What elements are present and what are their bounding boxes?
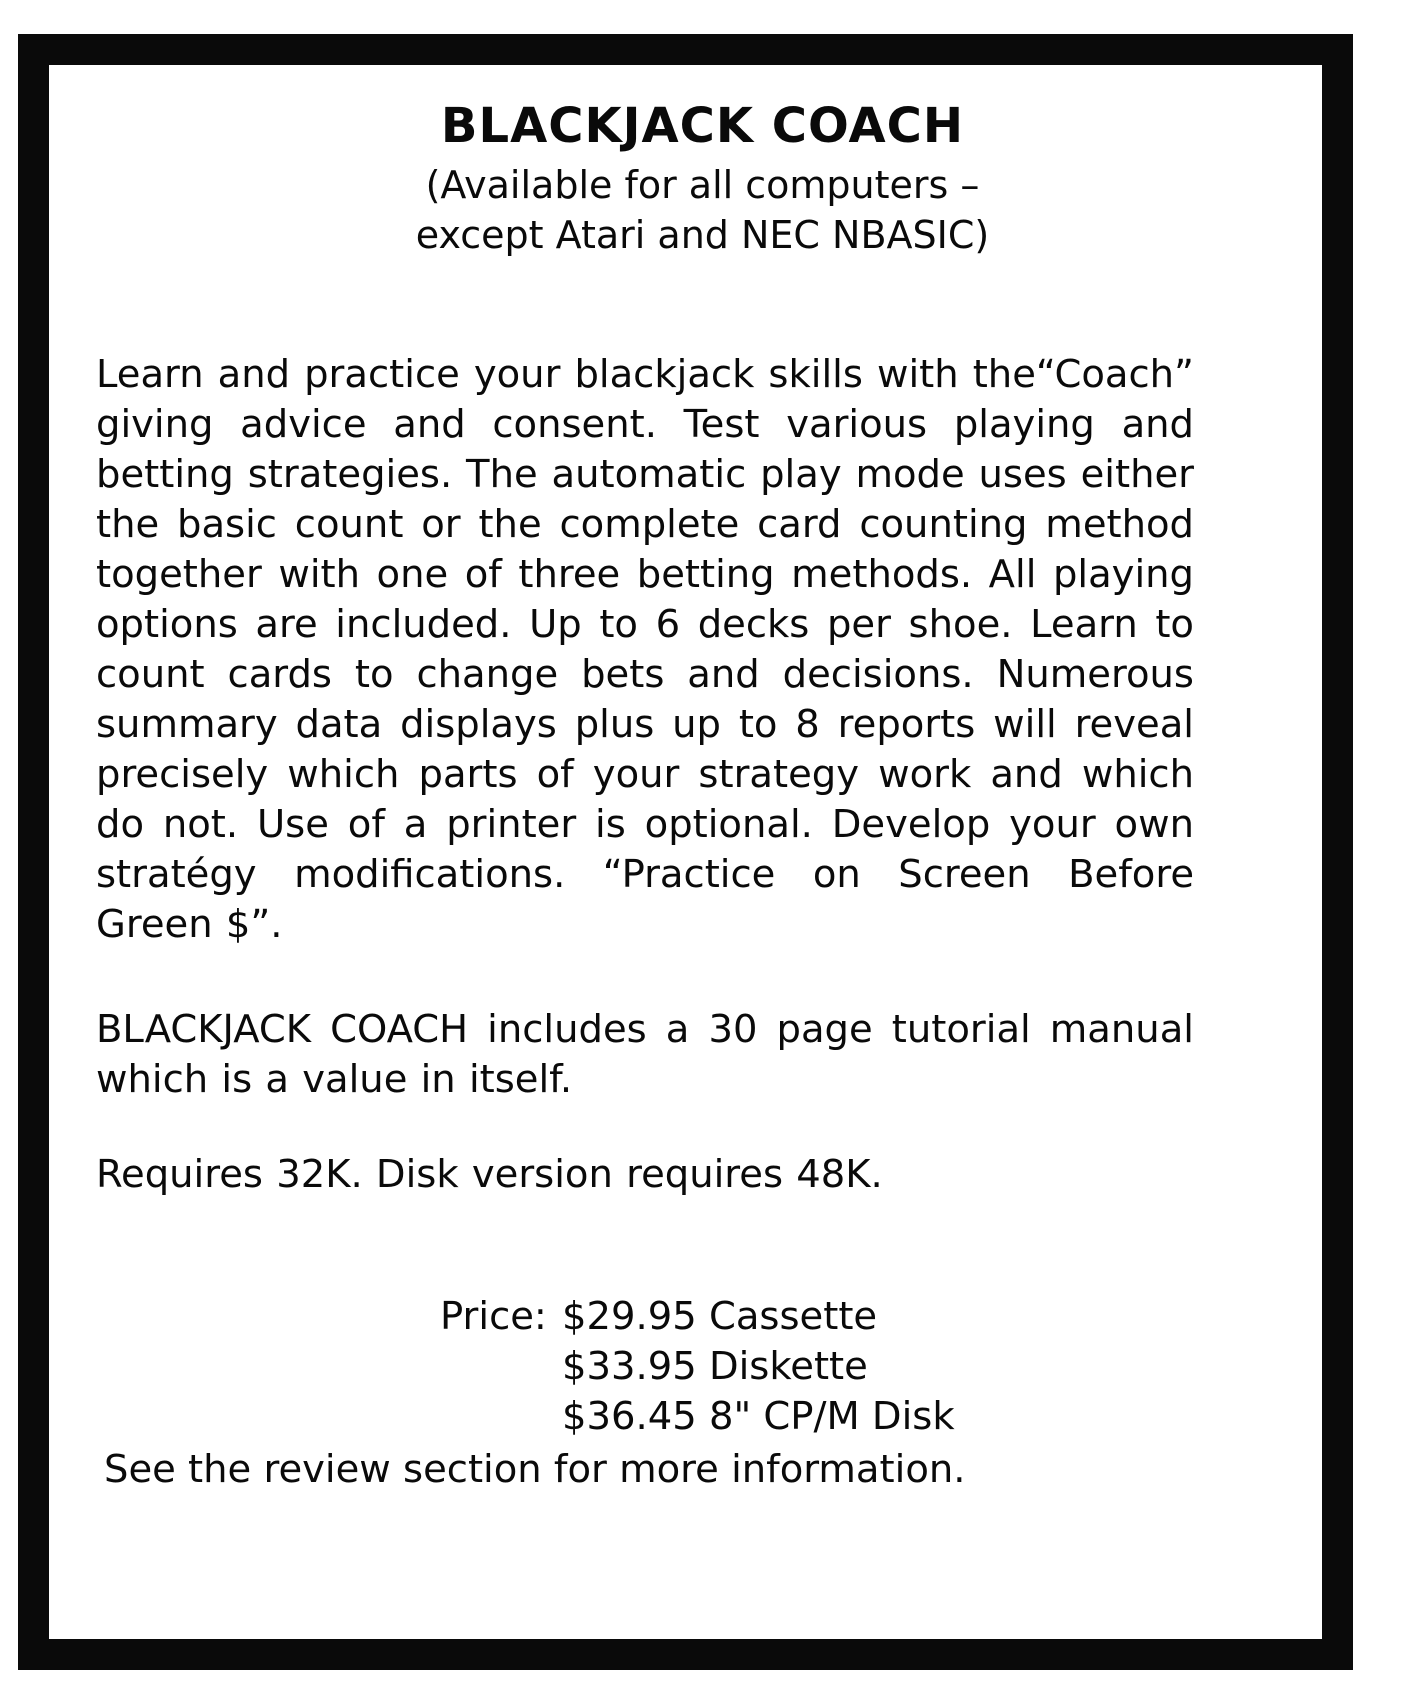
price-row (440, 1392, 955, 1442)
ad-title: BLACKJACK COACH (440, 98, 965, 154)
review-note: See the review section for more information. (104, 1447, 966, 1492)
price-label-spacer (440, 1342, 562, 1392)
price-list (440, 1292, 955, 1442)
manual-note: BLACKJACK COACH includes a 30 page tutorial manual which is a value in itself. (96, 1007, 1194, 1102)
system-requirements: Requires 32K. Disk version requires 48K. (96, 1152, 883, 1197)
subtitle-line-1: (Available for all computers – (425, 163, 980, 207)
price-row (440, 1292, 955, 1342)
price-cassette: $29.95 Cassette (562, 1294, 878, 1339)
price-label: Price: (440, 1294, 547, 1339)
price-label-spacer (440, 1392, 562, 1442)
product-description: Learn and practice your blackjack skills with the“Coach” giving advice and consent. Test various playing and betting strategies. The automatic play mode uses either the basic count or the complete card counting method together with one of three betting methods. All playing options are included. Up to 6 decks per shoe. Learn to count cards to change bets and decisions. Numerous summary data displays plus up to 8 reports will reveal precisely which parts of your strategy work and which do not. Use of a printer is optional. Develop your own stratégy modifications. “Practice on Screen Before Green $”. (96, 352, 1194, 947)
price-cpm-disk: $36.45 8" CP/M Disk (562, 1394, 955, 1439)
subtitle-line-2: except Atari and NEC NBASIC) (415, 213, 990, 257)
price-row (440, 1342, 955, 1392)
price-diskette: $33.95 Diskette (562, 1344, 868, 1389)
ad-subtitle (0, 160, 1405, 260)
